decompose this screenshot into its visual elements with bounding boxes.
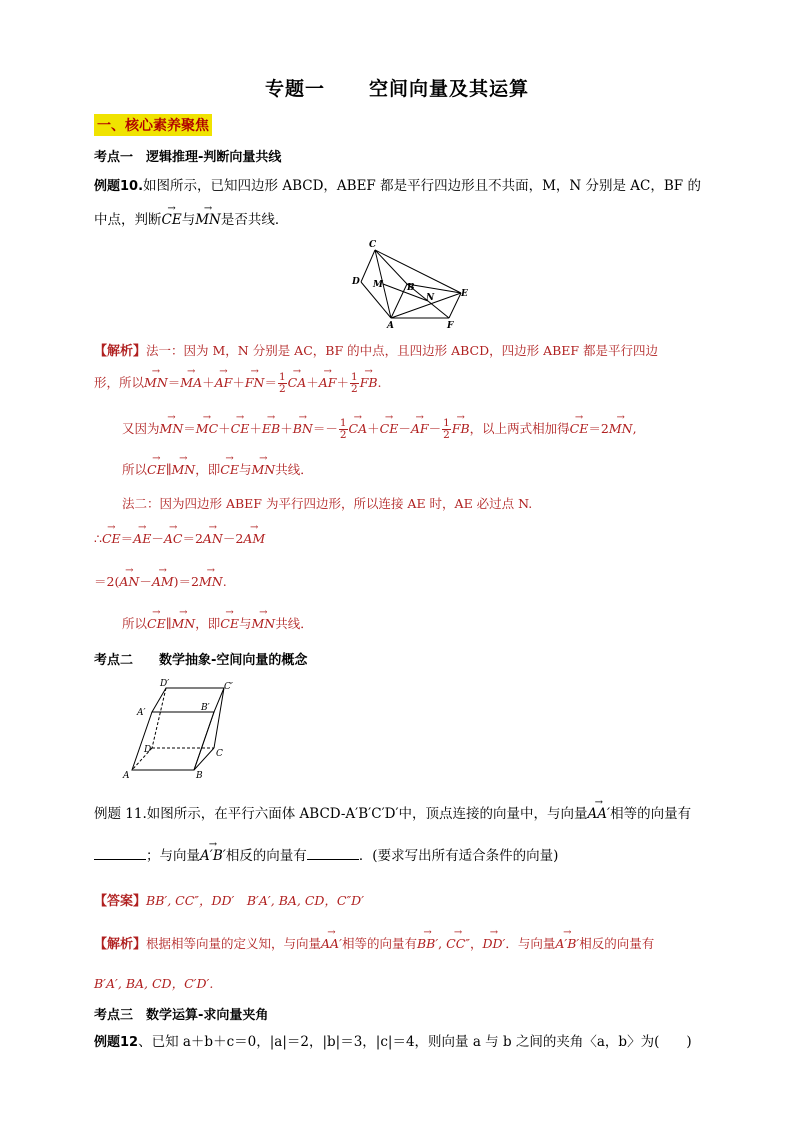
solution-10-text-4: 所以 — [122, 462, 148, 477]
fig1-label-d: D — [352, 277, 360, 287]
example-11-text-d: 相反的向量有 — [225, 848, 307, 864]
vector-mn: → MN — [195, 212, 221, 228]
fig1-label-e: E — [461, 289, 468, 299]
fig2-label-d: D — [144, 745, 152, 755]
fig2-label-a: A — [123, 771, 130, 781]
answer-11-tag: 【答案】 — [94, 894, 147, 909]
solution-10-text-3b: ，以上两式相加得 — [469, 421, 570, 436]
solution-11-text-b: 相等的向量有 — [341, 936, 417, 951]
solution-10-text-8: 所以 — [122, 616, 148, 631]
solution-10-text-2: 形，所以 — [94, 375, 145, 390]
figure-parallelograms — [345, 238, 485, 330]
solution-10-tag: 【解析】 — [94, 344, 147, 359]
example-12-label: 例题12 — [94, 1035, 139, 1050]
solution-10-line-1 — [94, 340, 658, 359]
example-10-label: 例题10. — [94, 179, 144, 194]
solution-10-line-3: 又因为→ MN＝→ MC＋→ CE＋→ EB＋→ BN＝－ $\frac{1}{2}$ → CA＋→ CE－→ AF－ $\frac{1}{2}$ → FB，以上两式相加得→ CE＝2→ MN, — [122, 418, 637, 441]
title-topic-number: 专题一 — [264, 78, 325, 100]
solution-10-line-2: 形，所以→ MN＝→ MA＋→ AF＋→ FN＝ $\frac{1}{2}$ → CA＋→ AF＋ $\frac{1}{2}$ → FB. — [94, 372, 382, 395]
solution-10-line-4: 所以→ CE∥→ MN，即→ CE与→ MN共线． — [122, 460, 313, 478]
example-10-text-b: 与 — [181, 212, 196, 228]
vector-ce: → CE — [162, 212, 182, 228]
solution-11-tag: 【解析】 — [94, 937, 147, 952]
solution-10-line-6: ∴→ CE＝→ AE－→ AC＝2→ AN－2→ AM — [94, 529, 265, 547]
solution-11-text-c: ．与向量 — [505, 936, 556, 951]
kaodian-2-heading: 考点二 数学抽象-空间向量的概念 — [94, 653, 308, 668]
fig2-label-c-prime: C′ — [224, 682, 233, 692]
vector-a-prime-b-prime: → A′B′ — [200, 848, 226, 864]
fig2-label-d-prime: D′ — [160, 679, 170, 689]
solution-10-therefore: ∴ — [94, 531, 102, 546]
solution-10-text-1: 法一：因为 M，N 分别是 AC，BF 的中点，且四边形 ABCD，四边形 ABEF 都是平行四边 — [146, 343, 659, 358]
fig2-label-c: C — [216, 749, 223, 759]
solution-10-text-8b: 共线． — [275, 616, 313, 631]
fig2-label-b: B — [196, 771, 203, 781]
kaodian-3-heading: 考点三 数学运算-求向量夹角 — [94, 1008, 269, 1023]
example-11-text-e: ．(要求写出所有适合条件的向量) — [358, 848, 559, 864]
kaodian-1-heading: 考点一 逻辑推理-判断向量共线 — [94, 150, 282, 165]
solution-10-line-8: 所以→ CE∥→ MN，即→ CE与→ MN共线． — [122, 614, 313, 632]
solution-11-text-a: 根据相等向量的定义知，与向量 — [146, 936, 322, 951]
solution-10-line-7: ＝2(→ AN－→ AM)＝2→ MN. — [94, 572, 227, 590]
solution-10-text-3: 又因为 — [122, 421, 160, 436]
example-11-line-1 — [94, 802, 691, 822]
figure-parallelepiped — [118, 678, 248, 782]
example-11-text-c: ；与向量 — [146, 848, 200, 864]
example-10-line-1 — [94, 174, 701, 194]
title-topic-name: 空间向量及其运算 — [369, 78, 530, 100]
answer-blank-2[interactable] — [307, 847, 359, 860]
solution-11-line-1: 【解析】根据相等向量的定义知，与向量→ AA′相等的向量有→ BB′, → CC″，→ DD′．与向量→ A′B′相反的向量有 — [94, 933, 654, 952]
page-title — [0, 74, 794, 101]
solution-10-text-4b: ，即 — [195, 462, 221, 477]
vector-aa-prime: → AA′ — [588, 806, 611, 822]
answer-11-text: BB′, CC″，DD′ B′A′, BA, CD，C″D′ — [146, 893, 365, 908]
example-10-line-2 — [94, 208, 288, 228]
example-12-text: 、已知 a＋b＋c＝0，|a|＝2，|b|＝3，|c|＝4，则向量 a 与 b 之间的夹角〈a，b〉为( ) — [138, 1034, 692, 1050]
section-heading: 一、核心素养聚焦 — [94, 114, 212, 136]
solution-11-text-d: 相反的向量有 — [579, 936, 655, 951]
example-11-line-2 — [94, 844, 558, 864]
answer-11 — [94, 890, 364, 909]
example-10-text-c: 是否共线． — [220, 212, 289, 228]
fig1-label-a: A — [387, 321, 394, 330]
example-11-text-a: 例题 11.如图所示，在平行六面体 ABCD-A′B′C′D′中，顶点连接的向量中，与向量 — [94, 806, 588, 822]
fig1-label-n: N — [426, 293, 435, 303]
fig1-label-b: B — [407, 283, 415, 293]
example-11-text-b: 相等的向量有 — [610, 806, 692, 822]
answer-blank-1[interactable] — [94, 847, 146, 860]
fig1-label-c: C — [369, 240, 377, 250]
example-10-text-a: 中点，判断 — [94, 212, 162, 228]
solution-10-line-5: 法二：因为四边形 ABEF 为平行四边形，所以连接 AE 时，AE 必过点 N. — [122, 496, 533, 511]
example-12-line — [94, 1030, 692, 1050]
fig2-label-b-prime: B′ — [201, 703, 210, 713]
example-10-text: 如图所示，已知四边形 ABCD，ABEF 都是平行四边形且不共面，M，N 分别是 AC，BF 的 — [143, 178, 701, 194]
solution-11-line-2: B′A′, BA, CD，C′D′. — [94, 976, 214, 991]
fig1-label-m: M — [373, 280, 383, 290]
solution-10-text-4c: 共线． — [275, 462, 313, 477]
fig1-label-f: F — [447, 321, 454, 330]
fig2-label-a-prime: A′ — [137, 708, 146, 718]
